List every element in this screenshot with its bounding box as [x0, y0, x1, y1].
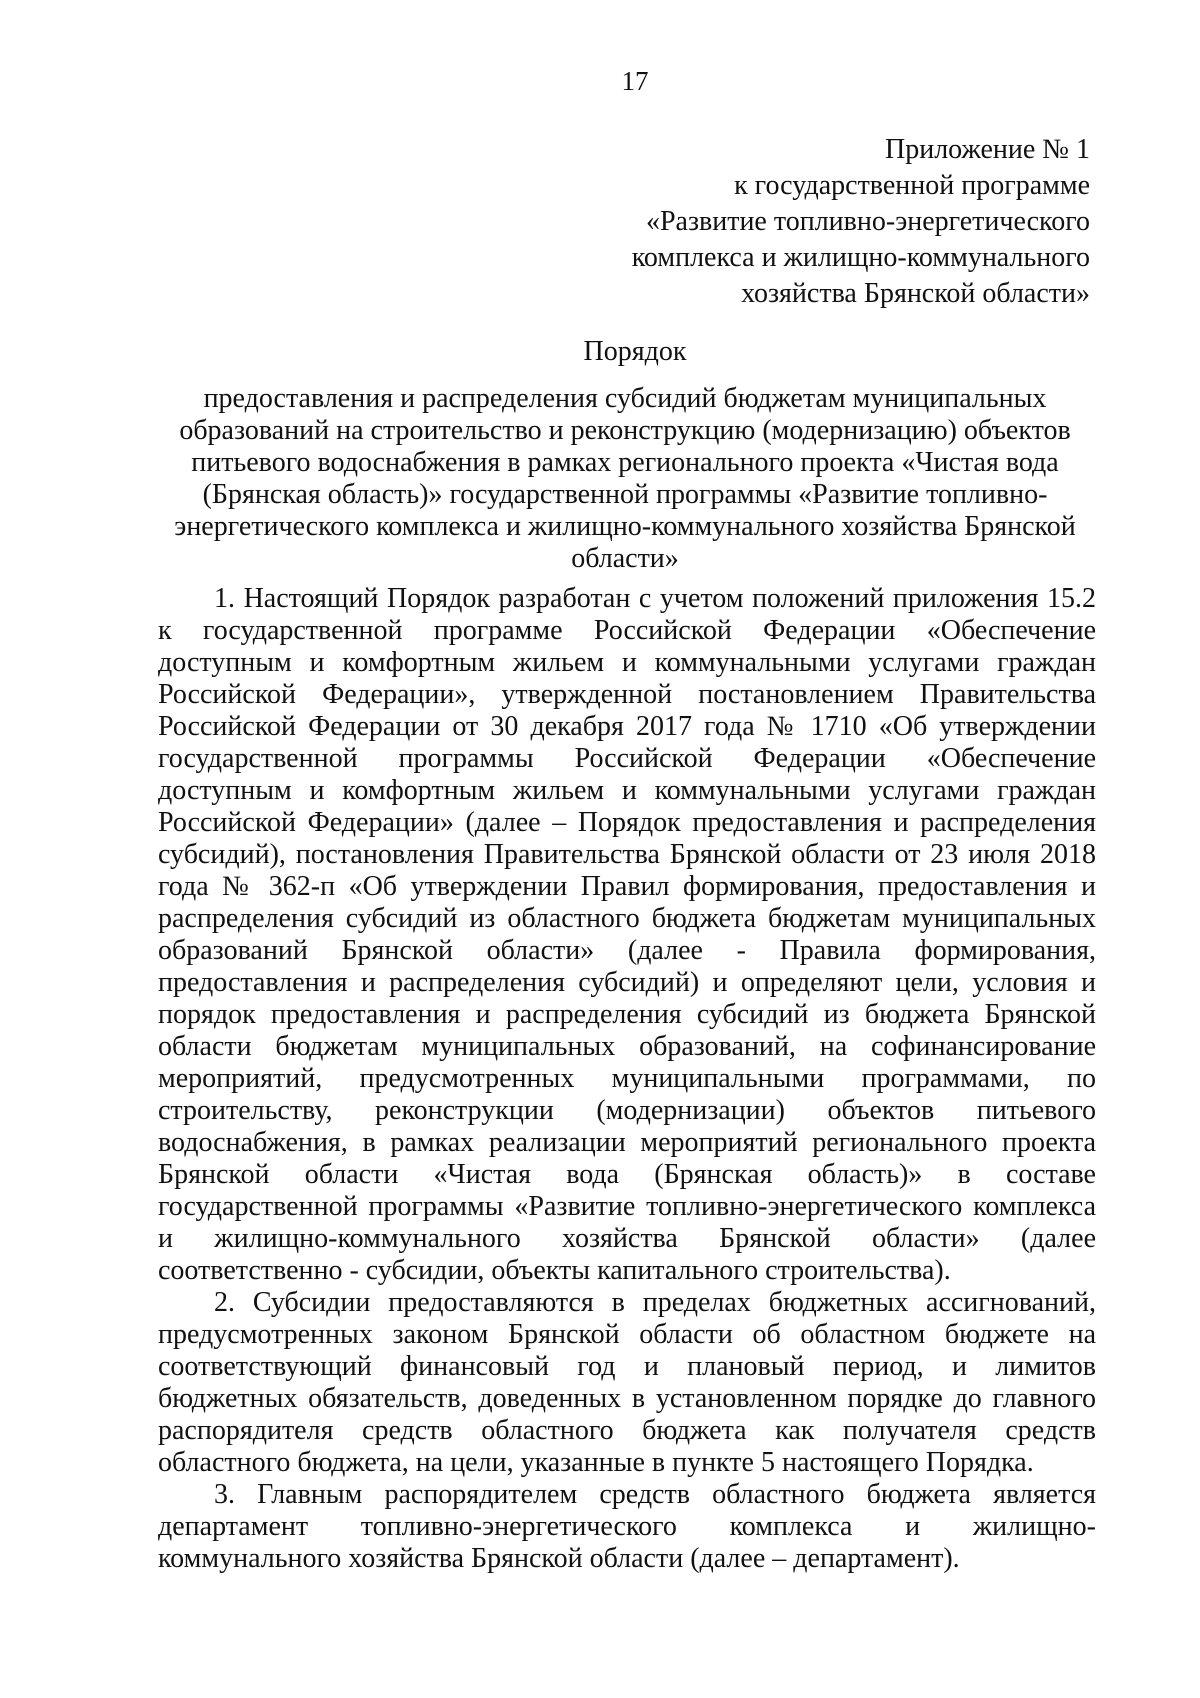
document-title: Порядок: [583, 336, 687, 367]
paragraph-line: и жилищно-коммунального хозяйства Брянской области» (далее: [158, 1223, 1096, 1254]
paragraph-line: предусмотренных законом Брянской области об областном бюджете на: [158, 1319, 1096, 1350]
paragraph-line: Российской Федерации», утвержденной постановлением Правительства: [158, 679, 1096, 710]
paragraph-line: распорядителя средств областного бюджета как получателя средств: [158, 1415, 1096, 1446]
paragraph-line: водоснабжения, в рамках реализации мероприятий регионального проекта: [158, 1127, 1096, 1158]
paragraph-line: 2. Субсидии предоставляются в пределах бюджетных ассигнований,: [214, 1287, 1096, 1318]
paragraph-1: [158, 583, 1096, 1287]
paragraph-line: мероприятий, предусмотренных муниципальными программами, по: [158, 1063, 1096, 1094]
paragraph-line: распределения субсидий из областного бюджета бюджетам муниципальных: [158, 903, 1096, 934]
document-body: [158, 583, 1096, 1575]
paragraph-line: Российской Федерации от 30 декабря 2017 года № 1710 «Об утверждении: [158, 711, 1096, 742]
paragraph-line: Российской Федерации» (далее – Порядок предоставления и распределения: [158, 807, 1096, 838]
paragraph-line: областного бюджета, на цели, указанные в пункте 5 настоящего Порядка.: [158, 1447, 1034, 1478]
paragraph-line: области бюджетам муниципальных образований, на софинансирование: [158, 1031, 1096, 1062]
paragraph-line: департамент топливно-энергетического комплекса и жилищно-: [158, 1511, 1096, 1542]
paragraph-line: года № 362-п «Об утверждении Правил формирования, предоставления и: [158, 871, 1096, 902]
document-subtitle: [150, 383, 1100, 575]
subtitle-line: области»: [571, 543, 679, 574]
paragraph-2: [158, 1287, 1096, 1479]
paragraph-line: соответственно - субсидии, объекты капитального строительства).: [158, 1255, 951, 1286]
paragraph-line: доступным и комфортным жильем и коммунальными услугами граждан: [158, 647, 1096, 678]
subtitle-line: предоставления и распределения субсидий бюджетам муниципальных: [203, 383, 1047, 414]
appendix-line: «Развитие топливно-энергетического: [645, 206, 1090, 237]
paragraph-line: соответствующий финансовый год и плановый период, и лимитов: [158, 1351, 1096, 1382]
paragraph-line: образований Брянской области» (далее - Правила формирования,: [158, 935, 1096, 966]
appendix-line: комплекса и жилищно-коммунального: [631, 242, 1090, 273]
paragraph-line: строительству, реконструкции (модернизации) объектов питьевого: [158, 1095, 1096, 1126]
paragraph-line: доступным и комфортным жильем и коммунальными услугами граждан: [158, 775, 1096, 806]
appendix-line: к государственной программе: [734, 170, 1090, 201]
paragraph-line: предоставления и распределения субсидий) и определяют цели, условия и: [158, 967, 1096, 998]
paragraph-line: Брянской области «Чистая вода (Брянская область)» в составе: [158, 1159, 1096, 1190]
paragraph-line: субсидий), постановления Правительства Брянской области от 23 июля 2018: [158, 839, 1096, 870]
paragraph-line: бюджетных обязательств, доведенных в установленном порядке до главного: [158, 1383, 1096, 1414]
paragraph-line: коммунального хозяйства Брянской области (далее – департамент).: [158, 1543, 960, 1574]
page-number: 17: [621, 66, 649, 96]
appendix-header: [490, 132, 1090, 312]
subtitle-line: (Брянская область)» государственной программы «Развитие топливно-: [202, 479, 1048, 510]
paragraph-line: 3. Главным распорядителем средств областного бюджета является: [214, 1479, 1096, 1510]
paragraph-3: [158, 1479, 1096, 1575]
subtitle-line: питьевого водоснабжения в рамках регионального проекта «Чистая вода: [191, 447, 1059, 478]
subtitle-line: образований на строительство и реконструкцию (модернизацию) объектов: [179, 415, 1071, 446]
paragraph-line: порядок предоставления и распределения субсидий из бюджета Брянской: [158, 999, 1096, 1030]
subtitle-line: энергетического комплекса и жилищно-коммунального хозяйства Брянской: [174, 511, 1076, 542]
paragraph-line: к государственной программе Российской Федерации «Обеспечение: [158, 615, 1096, 646]
paragraph-line: 1. Настоящий Порядок разработан с учетом положений приложения 15.2: [214, 583, 1096, 614]
paragraph-line: государственной программы «Развитие топливно-энергетического комплекса: [158, 1191, 1096, 1222]
appendix-line: Приложение № 1: [885, 134, 1090, 165]
paragraph-line: государственной программы Российской Федерации «Обеспечение: [158, 743, 1096, 774]
appendix-line: хозяйства Брянской области»: [741, 278, 1090, 309]
